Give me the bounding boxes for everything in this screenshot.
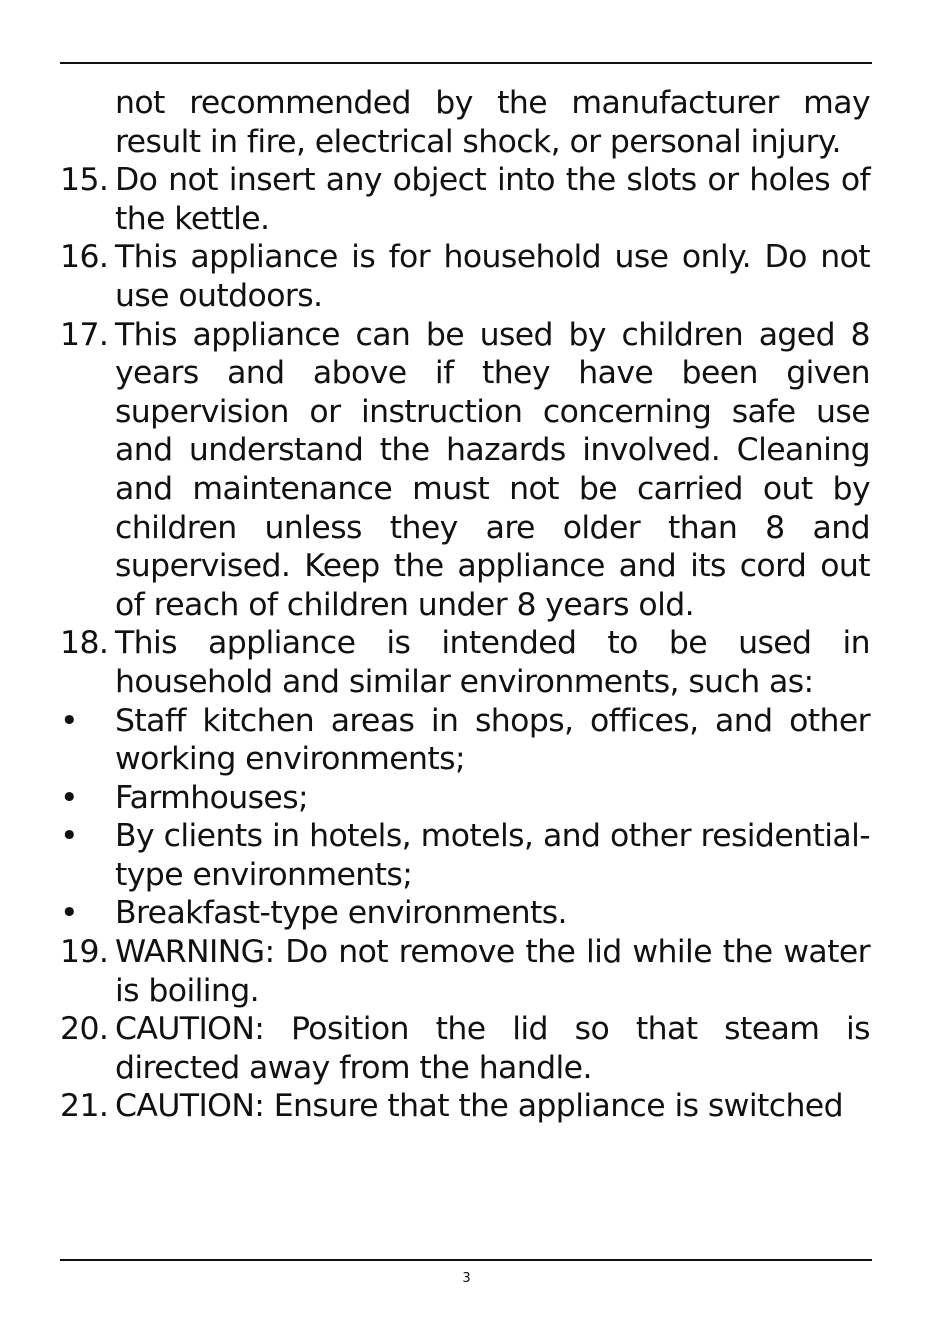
bullet-icon: • [60,779,78,816]
bullet-item [60,817,870,894]
item-text: CAUTION: Position the lid so that steam is directed away from the handle. [115,1011,870,1086]
bullet-item [60,702,870,779]
item-number: 19. [60,934,109,971]
footer-rule [60,1259,872,1261]
bullet-text: Staff kitchen areas in shops, offices, and other working environments; [115,702,870,778]
bullet-item [60,779,870,818]
instruction-item-19 [60,933,870,1010]
instruction-item-21 [60,1087,870,1126]
item-number: 21. [60,1088,109,1125]
instruction-item-18 [60,624,870,701]
bullet-icon: • [60,818,78,855]
item-number: 15. [60,162,109,199]
item-text: CAUTION: Ensure that the appliance is switched [115,1088,843,1125]
bullet-icon: • [60,895,78,932]
instruction-item-16 [60,238,870,315]
continuation-text-content: not recommended by the manufacturer may result in fire, electrical shock, or personal injury. [115,85,870,160]
item-number: 18. [60,625,109,662]
instruction-item-20 [60,1010,870,1087]
instruction-item-17 [60,316,870,625]
instruction-item-15 [60,161,870,238]
bullet-item [60,894,870,933]
item-text: Do not insert any object into the slots or holes of the kettle. [115,162,870,237]
bullet-text: Breakfast-type environments. [115,895,567,932]
item-text: This appliance can be used by children aged 8 years and above if they have been given supervision or instruction concerning safe use and understand the hazards involved. Cleaning and maintenance must not be carried out by children unless they are older than 8 and supervised. Keep the appliance and its cord out of reach of children under 8 years old. [115,316,870,623]
item-text: WARNING: Do not remove the lid while the water is boiling. [115,934,870,1009]
item-text: This appliance is for household use only. Do not use outdoors. [115,239,870,314]
bullet-text: Farmhouses; [115,779,309,816]
item-text: This appliance is intended to be used in household and similar environments, such as: [115,625,870,700]
instructions-body [60,84,870,1126]
item-number: 17. [60,316,109,353]
item-number: 16. [60,239,109,276]
bullet-text: By clients in hotels, motels, and other residential-type environments; [115,818,870,893]
continuation-text [60,84,870,161]
bullet-icon: • [60,702,78,739]
page-number: 3 [462,1271,471,1286]
item-number: 20. [60,1011,109,1048]
header-rule [60,62,872,64]
